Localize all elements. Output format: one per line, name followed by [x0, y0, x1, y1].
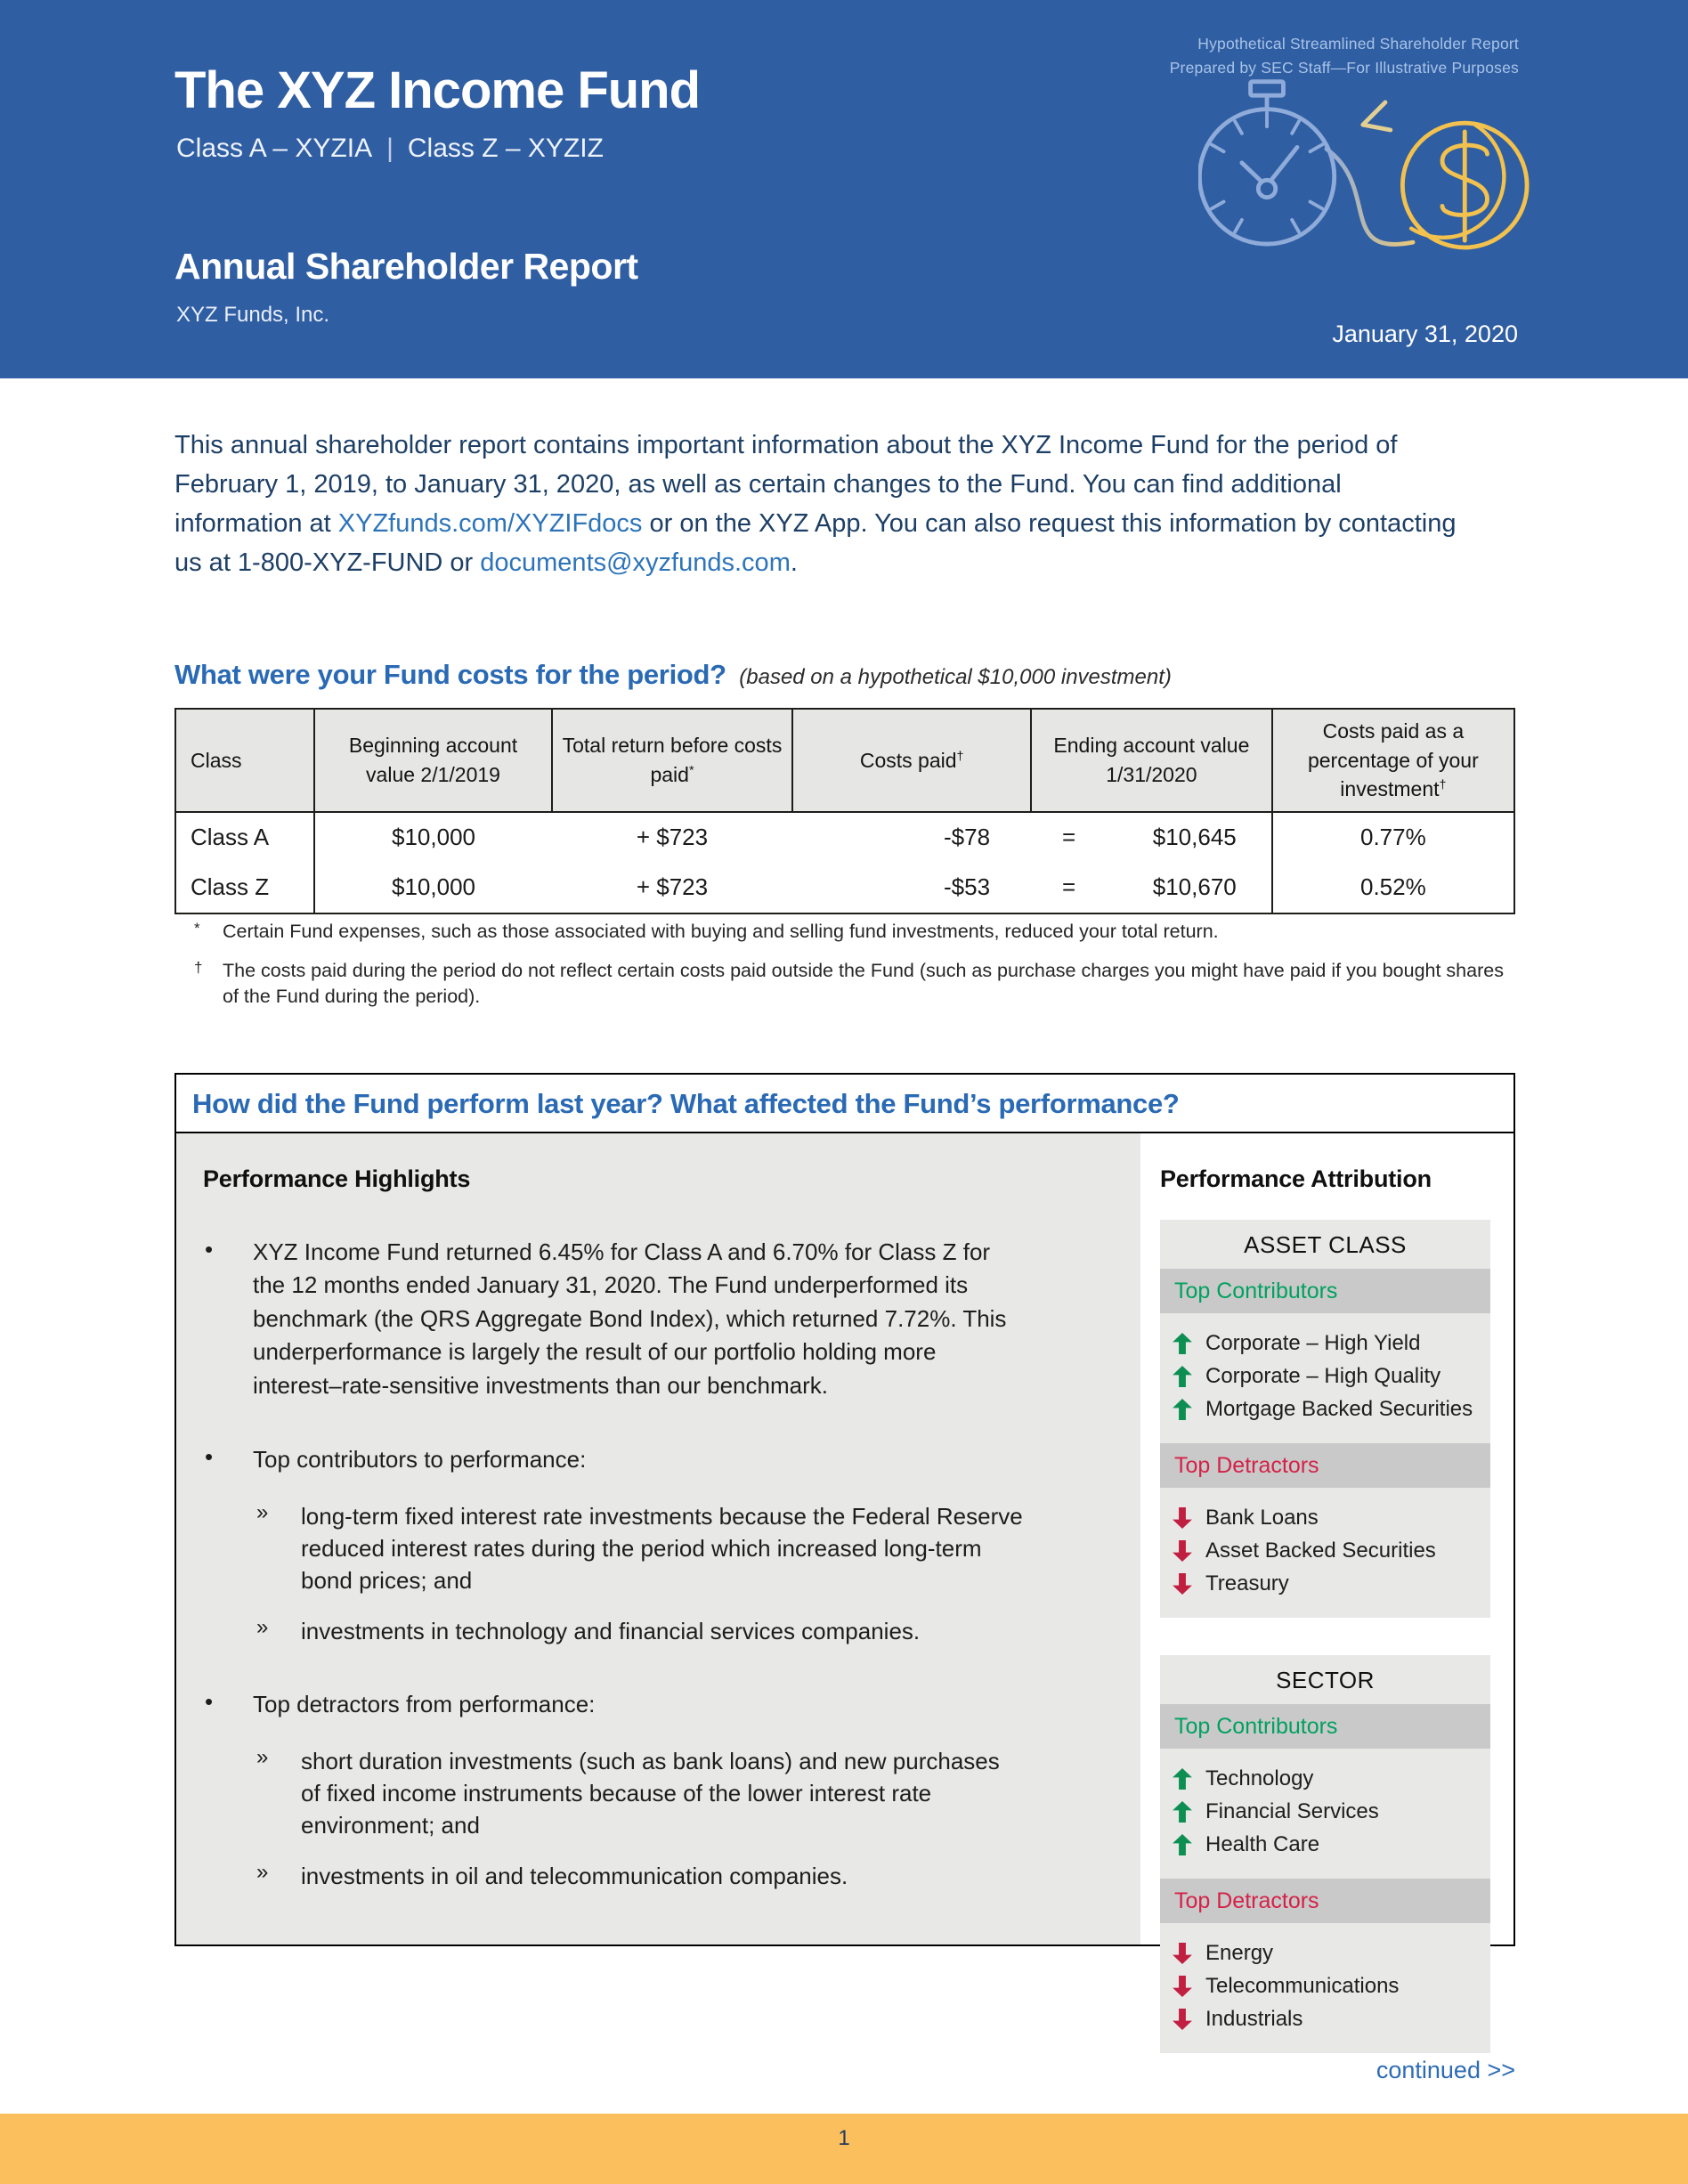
- performance-attribution-panel: [1140, 1133, 1514, 2031]
- list-item: [1173, 1766, 1483, 1791]
- list-item: [176, 1443, 1140, 1476]
- footnote-marker: *: [194, 920, 200, 937]
- item-label: Bank Loans: [1205, 1506, 1319, 1530]
- cell-total-return: + $723: [636, 873, 709, 901]
- sub-bullet-icon: [256, 1615, 301, 1647]
- performance-section-heading: How did the Fund perform last year? What affected the Fund’s performance?: [176, 1075, 1514, 1133]
- list-item: [1173, 1364, 1483, 1389]
- costs-section-heading: [174, 659, 1172, 691]
- cell-total-return: + $723: [636, 824, 709, 851]
- cell-costs-percentage: 0.52%: [1360, 873, 1426, 901]
- sector-header: SECTOR: [1276, 1667, 1375, 1693]
- list-item: [1173, 1799, 1483, 1824]
- corner-note-line2: Prepared by SEC Staff—For Illustrative Purposes: [1169, 59, 1519, 77]
- sub-list-item: [176, 1745, 1140, 1842]
- item-label: Corporate – High Quality: [1205, 1364, 1441, 1388]
- list-item: [1173, 2007, 1483, 2032]
- list-item: [1173, 1941, 1483, 1966]
- class-divider: |: [386, 134, 394, 163]
- col-header-beginning-value: Beginning account value 2/1/2019: [314, 709, 551, 812]
- up-arrow-icon: [1173, 1399, 1192, 1420]
- report-date: January 31, 2020: [1332, 321, 1518, 347]
- cell-costs-paid: -$78: [943, 824, 991, 851]
- performance-section: [174, 1073, 1515, 2031]
- share-class-line: [176, 134, 604, 164]
- list-item: [1173, 1974, 1483, 1999]
- costs-heading-text: What were your Fund costs for the period?: [174, 659, 726, 690]
- attribution-title: Performance Attribution: [1160, 1165, 1432, 1192]
- contributors-list: [1160, 1313, 1490, 1443]
- sub-list-item: [176, 1860, 1140, 1892]
- up-arrow-icon: [1173, 1834, 1192, 1855]
- company-name: XYZ Funds, Inc.: [176, 303, 330, 327]
- bullet-icon: [205, 1443, 253, 1476]
- footnote-text: Certain Fund expenses, such as those associated with buying and selling fund investments, reduced your total return.: [223, 921, 1219, 942]
- cell-beginning-value: $10,000: [392, 873, 475, 901]
- detractors-list: [1160, 1488, 1490, 1618]
- sub-bullet-icon: [256, 1500, 301, 1597]
- list-item: [1173, 1832, 1483, 1857]
- footnote-asterisk: [194, 919, 1512, 946]
- page-number: 1: [838, 2126, 850, 2150]
- sub-bullet-icon: [256, 1860, 301, 1892]
- footnote-dagger: [194, 958, 1512, 1011]
- item-label: Mortgage Backed Securities: [1205, 1397, 1473, 1421]
- item-label: Corporate – High Yield: [1205, 1331, 1421, 1355]
- sub-item-text: long-term fixed interest rate investments because the Federal Reserve reduced interest rates during the period which increased long-term bond prices; and: [301, 1502, 1023, 1595]
- continued-link[interactable]: continued >>: [1376, 2057, 1515, 2083]
- list-item: [1173, 1331, 1483, 1356]
- footnote-marker: †: [194, 958, 203, 976]
- list-item: [176, 1236, 1140, 1402]
- costs-table-header-row: [175, 709, 1514, 812]
- costs-heading-note: (based on a hypothetical $10,000 investment): [739, 665, 1172, 689]
- top-detractors-band: Top Detractors: [1160, 1879, 1490, 1923]
- page-footer: [0, 2114, 1688, 2184]
- item-label: Health Care: [1205, 1832, 1320, 1856]
- asset-class-panel: [1160, 1220, 1490, 1618]
- cell-costs-percentage: 0.77%: [1360, 824, 1426, 851]
- cell-class: Class Z: [175, 863, 314, 913]
- footnote-text: The costs paid during the period do not reflect certain costs paid outside the Fund (such as purchase charges you might have paid if you bought shares of the Fund during the period).: [223, 959, 1504, 1008]
- intro-paragraph: [174, 426, 1457, 582]
- equals-sign: =: [1062, 824, 1076, 851]
- col-header-class: Class: [175, 709, 314, 812]
- col-header-costs-paid: Costs paid†: [792, 709, 1031, 812]
- item-label: Technology: [1205, 1766, 1314, 1790]
- item-label: Treasury: [1205, 1571, 1289, 1595]
- equals-sign: =: [1062, 873, 1076, 901]
- asset-class-header: ASSET CLASS: [1244, 1231, 1407, 1258]
- item-label: Financial Services: [1205, 1799, 1379, 1823]
- top-contributors-band: Top Contributors: [1160, 1269, 1490, 1313]
- list-item: [1173, 1571, 1483, 1596]
- up-arrow-icon: [1173, 1333, 1192, 1354]
- performance-section-body: [176, 1133, 1514, 2031]
- col-header-costs-percentage: Costs paid as a percentage of your investment†: [1272, 709, 1514, 812]
- cell-beginning-value: $10,000: [392, 824, 475, 851]
- detractors-list: [1160, 1923, 1490, 2053]
- down-arrow-icon: [1173, 1507, 1192, 1529]
- class-a-label: Class A – XYZIA: [176, 134, 373, 163]
- documents-email-link[interactable]: documents@xyzfunds.com: [480, 548, 791, 578]
- performance-highlights-panel: [176, 1133, 1140, 1944]
- sub-item-text: investments in technology and financial services companies.: [301, 1617, 921, 1644]
- highlight-text: Top contributors to performance:: [253, 1446, 587, 1474]
- costs-table: [174, 708, 1515, 914]
- intro-text-3: .: [790, 548, 798, 578]
- cell-ending-value: [1031, 812, 1272, 863]
- list-item: [1173, 1397, 1483, 1422]
- up-arrow-icon: [1173, 1768, 1192, 1790]
- up-arrow-icon: [1173, 1801, 1192, 1823]
- col-header-ending-value: Ending account value 1/31/2020: [1031, 709, 1272, 812]
- top-contributors-band: Top Contributors: [1160, 1704, 1490, 1749]
- item-label: Asset Backed Securities: [1205, 1539, 1436, 1563]
- table-row-class-z: [175, 863, 1514, 913]
- sub-bullet-icon: [256, 1745, 301, 1842]
- up-arrow-icon: [1173, 1366, 1192, 1387]
- sub-item-text: short duration investments (such as bank loans) and new purchases of fixed income instruments because of the lower interest rate environment; and: [301, 1747, 1000, 1839]
- report-masthead: [0, 0, 1688, 378]
- intro-text-1: This annual shareholder report contains important information about the XYZ Income Fund for the period of February 1, 2019, to January 31, 2020, as well as certain changes to the Fund. You can find additional information at: [174, 431, 1398, 539]
- top-detractors-band: Top Detractors: [1160, 1443, 1490, 1488]
- table-row-class-a: [175, 812, 1514, 863]
- intro-text-2: or on the XYZ App. You can also request this information by contacting us at 1-800-XYZ-FUND or: [174, 509, 1457, 578]
- highlight-text: XYZ Income Fund returned 6.45% for Class A and 6.70% for Class Z for the 12 months ended January 31, 2020. The Fund underperformed its benchmark (the QRS Aggregate Bond Index), which returned 7.72%. This underperformance is largely the result of our portfolio holding more interest–rate-sensitive investments than our benchmark.: [253, 1238, 1007, 1399]
- highlights-list: [176, 1236, 1140, 1892]
- corner-note-line1: Hypothetical Streamlined Shareholder Report: [1197, 35, 1519, 53]
- item-label: Telecommunications: [1205, 1974, 1400, 1998]
- class-z-label: Class Z – XYZIZ: [407, 134, 604, 163]
- table-footnotes: [194, 919, 1512, 1023]
- sub-item-text: investments in oil and telecommunication companies.: [301, 1862, 848, 1889]
- cell-class: Class A: [175, 812, 314, 863]
- highlights-title: Performance Highlights: [203, 1165, 471, 1192]
- contributors-list: [1160, 1749, 1490, 1879]
- down-arrow-icon: [1173, 1943, 1192, 1964]
- highlight-text: Top detractors from performance:: [253, 1691, 596, 1718]
- cell-costs-paid: -$53: [943, 873, 991, 901]
- report-subtitle: Annual Shareholder Report: [174, 246, 638, 287]
- ending-amount: $10,670: [1152, 873, 1237, 901]
- col-header-total-return: Total return before costs paid*: [552, 709, 793, 812]
- item-label: Industrials: [1205, 2007, 1303, 2031]
- fund-title: The XYZ Income Fund: [174, 61, 701, 119]
- fund-docs-link[interactable]: XYZfunds.com/XYZIFdocs: [337, 509, 643, 539]
- bullet-icon: [205, 1688, 253, 1721]
- sub-list-item: [176, 1615, 1140, 1647]
- cell-ending-value: [1031, 863, 1272, 913]
- down-arrow-icon: [1173, 1573, 1192, 1595]
- list-item: [176, 1688, 1140, 1721]
- down-arrow-icon: [1173, 1540, 1192, 1562]
- list-item: [1173, 1506, 1483, 1530]
- sub-list-item: [176, 1500, 1140, 1597]
- stopwatch-dollar-cycle-icon: [1198, 71, 1570, 304]
- down-arrow-icon: [1173, 2009, 1192, 2030]
- item-label: Energy: [1205, 1941, 1274, 1965]
- down-arrow-icon: [1173, 1976, 1192, 1997]
- list-item: [1173, 1539, 1483, 1563]
- sector-panel: [1160, 1655, 1490, 2053]
- ending-amount: $10,645: [1152, 824, 1237, 851]
- bullet-icon: [205, 1236, 253, 1402]
